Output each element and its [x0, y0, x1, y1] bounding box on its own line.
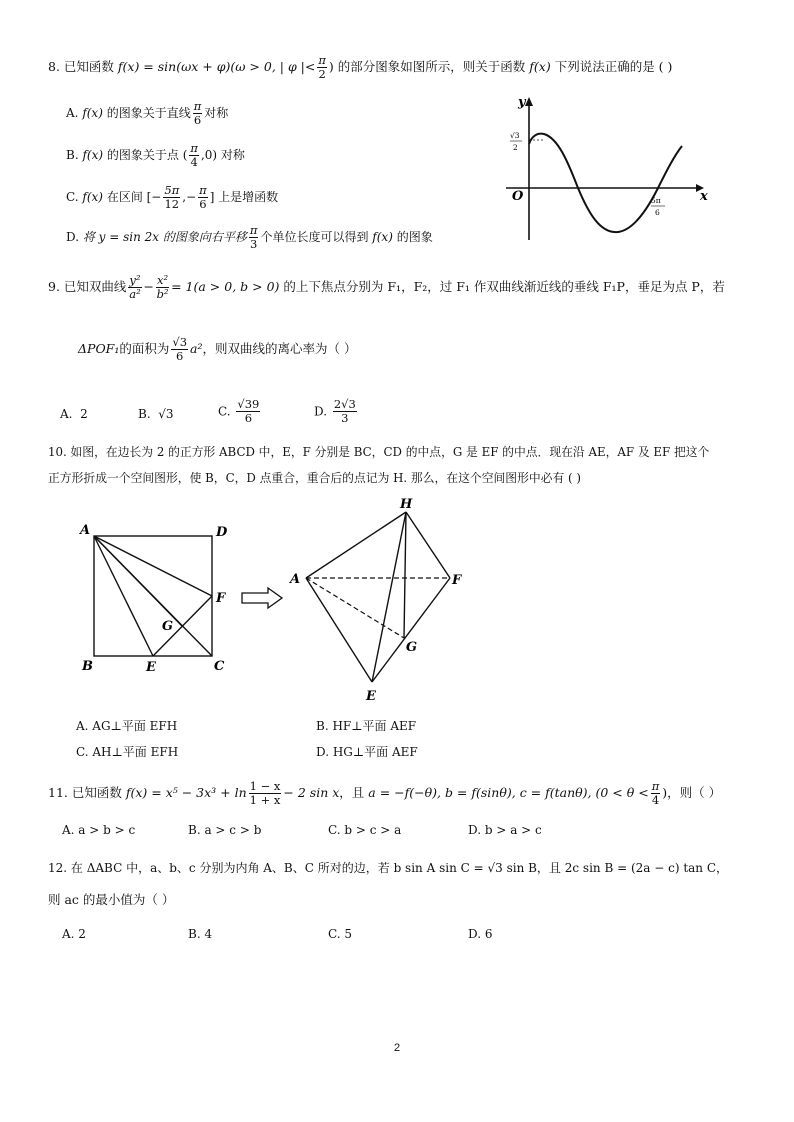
q8-graph-y-arrow: [525, 97, 533, 106]
q8-option-c-frac1: [163, 184, 180, 211]
q11-ln-frac: [249, 780, 282, 807]
q9-stem: [48, 274, 725, 301]
q8-option-b-fx: f(x): [82, 148, 104, 162]
q11-stem-end: )，则（ ）: [662, 785, 722, 800]
q9-eq-num2: x²: [157, 273, 169, 287]
q9-area-end: ，则双曲线的离心率为（ ）: [202, 341, 357, 356]
q8-option-d-num: π: [249, 223, 258, 237]
q10-option-c: C. AH⊥平面 EFH: [76, 745, 179, 759]
q8-option-d: [66, 224, 433, 251]
q8-option-c-num2: π: [199, 183, 207, 197]
q11-cond-frac: [651, 780, 661, 807]
q10-right-label-E: E: [366, 689, 376, 704]
q9-eq-rest: = 1(a > 0, b > 0): [171, 279, 280, 294]
q8-option-d-end: 的图象: [396, 230, 433, 244]
q8-option-d-label: D.: [66, 230, 80, 244]
q10-arrow-shape: [242, 588, 282, 608]
q10-left-label-A: A: [80, 523, 91, 538]
q9-area-a: a²: [190, 341, 203, 356]
q9-stem-b: 的上下焦点分别为 F₁，F₂，过 F₁ 作双曲线渐近线的垂线 F₁P，垂足为点 P，若: [283, 279, 725, 294]
q9-eq-frac2: [156, 274, 169, 301]
q8-option-c-end: ] 上是增函数: [209, 190, 279, 204]
q8-stem-a: 8. 已知函数: [48, 59, 114, 74]
q8-option-a-frac: [193, 100, 203, 127]
q11-stem-b: ，且: [339, 785, 365, 800]
q8-stem: [48, 54, 672, 81]
q10-edge-AE: [306, 578, 372, 682]
q9-option-d-num: 2√3: [333, 397, 356, 411]
q9-eq-num1: y²: [129, 273, 141, 287]
q8-graph-x-tick-num: 5π: [651, 196, 661, 205]
q10-tetrahedron-figure: [286, 496, 476, 706]
q8-option-c: [66, 184, 278, 211]
q10-edge-HG: [404, 512, 406, 638]
q8-graph-curve: [529, 134, 682, 233]
q9-eq-minus: −: [143, 279, 154, 294]
q9-option-c-den: 6: [244, 411, 253, 425]
q11-f-def: f(x) = x⁵ − 3x³ + ln: [125, 785, 247, 800]
q9-option-a: [60, 406, 88, 422]
q8-option-b-text: 的图象关于点 (: [106, 148, 188, 162]
q9-eq-den2: b²: [156, 287, 169, 301]
q8-option-c-fx: f(x): [82, 190, 103, 204]
q8-graph-x-tick-den: 6: [655, 208, 660, 217]
q10-right-label-G: G: [406, 640, 418, 655]
q10-right-label-A: A: [290, 572, 301, 587]
q8-option-d-mid: 个单位长度可以得到: [260, 230, 369, 244]
q11-option-a: A. a > b > c: [62, 823, 136, 837]
q11-option-b: B. a > c > b: [188, 823, 262, 837]
q8-option-b-end: ,0) 对称: [200, 148, 245, 162]
q8-option-c-den2: 6: [199, 197, 207, 211]
q12-option-b: B. 4: [188, 927, 213, 941]
q9-area-text: 的面积为: [119, 341, 170, 356]
q10-edge-AG-dashed: [306, 578, 404, 638]
q9-stem-a: 9. 已知双曲线: [48, 279, 127, 294]
q11-option-c: C. b > c > a: [328, 823, 402, 837]
q12-option-d: D. 6: [468, 927, 493, 941]
q10-right-label-H: H: [400, 497, 413, 512]
q8-graph-x-label: x: [700, 189, 708, 204]
q9-option-d-frac: [333, 398, 357, 425]
q10-seg-AC: [94, 536, 212, 656]
q11-option-d: D. b > a > c: [468, 823, 542, 837]
q9-option-c-frac: [236, 398, 260, 425]
q10-option-a: A. AG⊥平面 EFH: [76, 719, 178, 733]
q9-area-line: [78, 336, 357, 363]
q10-line1: 10. 如图，在边长为 2 的正方形 ABCD 中，E，F 分别是 BC，CD 的中点，G 是 EF 的中点．现在沿 AE，AF 及 EF 把这个: [48, 445, 710, 459]
q8-stem-fx: f(x): [529, 59, 551, 74]
q10-line2: 正方形折成一个空间图形，使 B，C，D 点重合，重合后的点记为 H. 那么，在这个空间图形中必有 ( ): [48, 471, 581, 485]
q11-ln-num: 1 − x: [249, 779, 281, 793]
q8-option-c-mid: ,−: [182, 190, 197, 204]
q10-left-label-C: C: [214, 659, 225, 674]
q10-edge-HE: [372, 512, 406, 682]
q8-option-c-frac2: [198, 184, 208, 211]
q8-option-a: [66, 100, 228, 127]
q10-left-label-E: E: [146, 660, 156, 675]
q8-option-a-num: π: [193, 99, 202, 113]
q8-option-c-label: C.: [66, 190, 79, 204]
q8-option-a-text: 的图象关于直线: [106, 106, 191, 120]
q9-option-d: [314, 398, 359, 425]
q9-area-prefix: ΔPOF₁: [78, 341, 120, 356]
q10-option-d: D. HG⊥平面 AEF: [316, 745, 418, 759]
q8-option-b-num: π: [190, 141, 198, 155]
q10-option-b: B. HF⊥平面 AEF: [316, 719, 417, 733]
q8-option-a-end: 对称: [204, 106, 229, 120]
q9-options: [60, 398, 420, 438]
q8-option-d-frac: [249, 224, 259, 251]
q8-option-c-num1: 5π: [164, 183, 180, 197]
q11-stem-a: 11. 已知函数: [48, 785, 122, 800]
q8-graph-y-label: y: [518, 95, 526, 110]
q11-stem: [48, 780, 721, 807]
q9-option-b-label: B.: [138, 407, 151, 421]
q11-ln-den: 1 + x: [249, 793, 281, 807]
q8-option-c-den1: 12: [164, 197, 180, 211]
q8-option-a-fx: f(x): [82, 106, 103, 120]
q10-fold-arrow: [240, 586, 284, 610]
page-number: 2: [394, 1042, 401, 1054]
q8-stem-formula: f(x) = sin(ωx + φ)(ω > 0, | φ |<: [117, 59, 316, 74]
q9-eq-frac1: [128, 274, 141, 301]
q10-left-label-F: F: [216, 591, 226, 606]
q9-option-b-value: √3: [158, 407, 174, 421]
q10-right-label-F: F: [452, 573, 462, 588]
q11-cond-num: π: [651, 779, 660, 793]
q8-stem-frac-num: π: [318, 53, 326, 67]
q8-option-c-text: 在区间 [−: [106, 190, 162, 204]
q12-option-a: A. 2: [62, 927, 86, 941]
q9-area-num: √3: [172, 335, 188, 349]
q8-graph-y-tick-den: 2: [513, 143, 518, 152]
q8-stem-b: ) 的部分图象如图所示，则关于函数: [328, 59, 526, 74]
q8-option-a-den: 6: [193, 113, 202, 127]
q8-stem-c: 下列说法正确的是 ( ): [554, 59, 673, 74]
q9-option-c-num: √39: [237, 397, 260, 411]
q11-cond-den: 4: [651, 793, 660, 807]
q10-edge-HF: [406, 512, 450, 578]
q8-sine-graph: [500, 92, 714, 244]
q8-option-d-text: 将 y = sin 2x 的图象向右平移: [82, 230, 247, 244]
q12-line2: 则 ac 的最小值为（ ）: [48, 892, 175, 907]
q10-seg-AE: [94, 536, 153, 656]
q9-option-d-den: 3: [341, 411, 349, 425]
q9-option-c: [218, 398, 262, 425]
q10-left-label-B: B: [82, 659, 93, 674]
q9-option-c-label: C.: [218, 404, 231, 419]
q9-option-d-label: D.: [314, 404, 328, 419]
q9-option-b: [138, 406, 174, 422]
q9-eq-den1: a²: [129, 287, 141, 301]
q8-stem-frac-den: 2: [318, 67, 326, 81]
q9-option-a-label: A.: [60, 407, 73, 421]
q8-option-b-den: 4: [190, 155, 198, 169]
q10-edge-FE: [372, 578, 450, 682]
q8-graph-y-tick-num: √3: [510, 131, 520, 140]
q11-f-tail: − 2 sin x: [283, 785, 340, 800]
q8-option-b-frac: [189, 142, 199, 169]
q8-option-d-den: 3: [250, 237, 258, 251]
q8-option-b: [66, 142, 245, 169]
q10-left-label-D: D: [216, 525, 228, 540]
q8-stem-frac: [317, 54, 327, 81]
q10-seg-AF: [94, 536, 212, 596]
q11-conds: a = −f(−θ), b = f(sinθ), c = f(tanθ), (0 < θ <: [368, 785, 649, 800]
q10-square-figure: [74, 518, 234, 678]
q8-graph-origin: O: [512, 189, 524, 204]
q12-option-c: C. 5: [328, 927, 353, 941]
q8-option-a-label: A.: [66, 106, 79, 120]
q9-area-frac: [171, 336, 188, 363]
q9-area-den: 6: [176, 349, 184, 363]
q8-option-b-label: B.: [66, 148, 79, 162]
q10-edge-AH: [306, 512, 406, 578]
q10-left-label-G: G: [162, 619, 174, 634]
q12-line1: 12. 在 ΔABC 中，a、b、c 分别为内角 A、B、C 所对的边，若 b sin A sin C = √3 sin B，且 2c sin B = (2a − c) tan C，: [48, 861, 729, 875]
q9-option-a-value: 2: [80, 407, 88, 421]
q8-option-d-fx: f(x): [372, 230, 393, 244]
